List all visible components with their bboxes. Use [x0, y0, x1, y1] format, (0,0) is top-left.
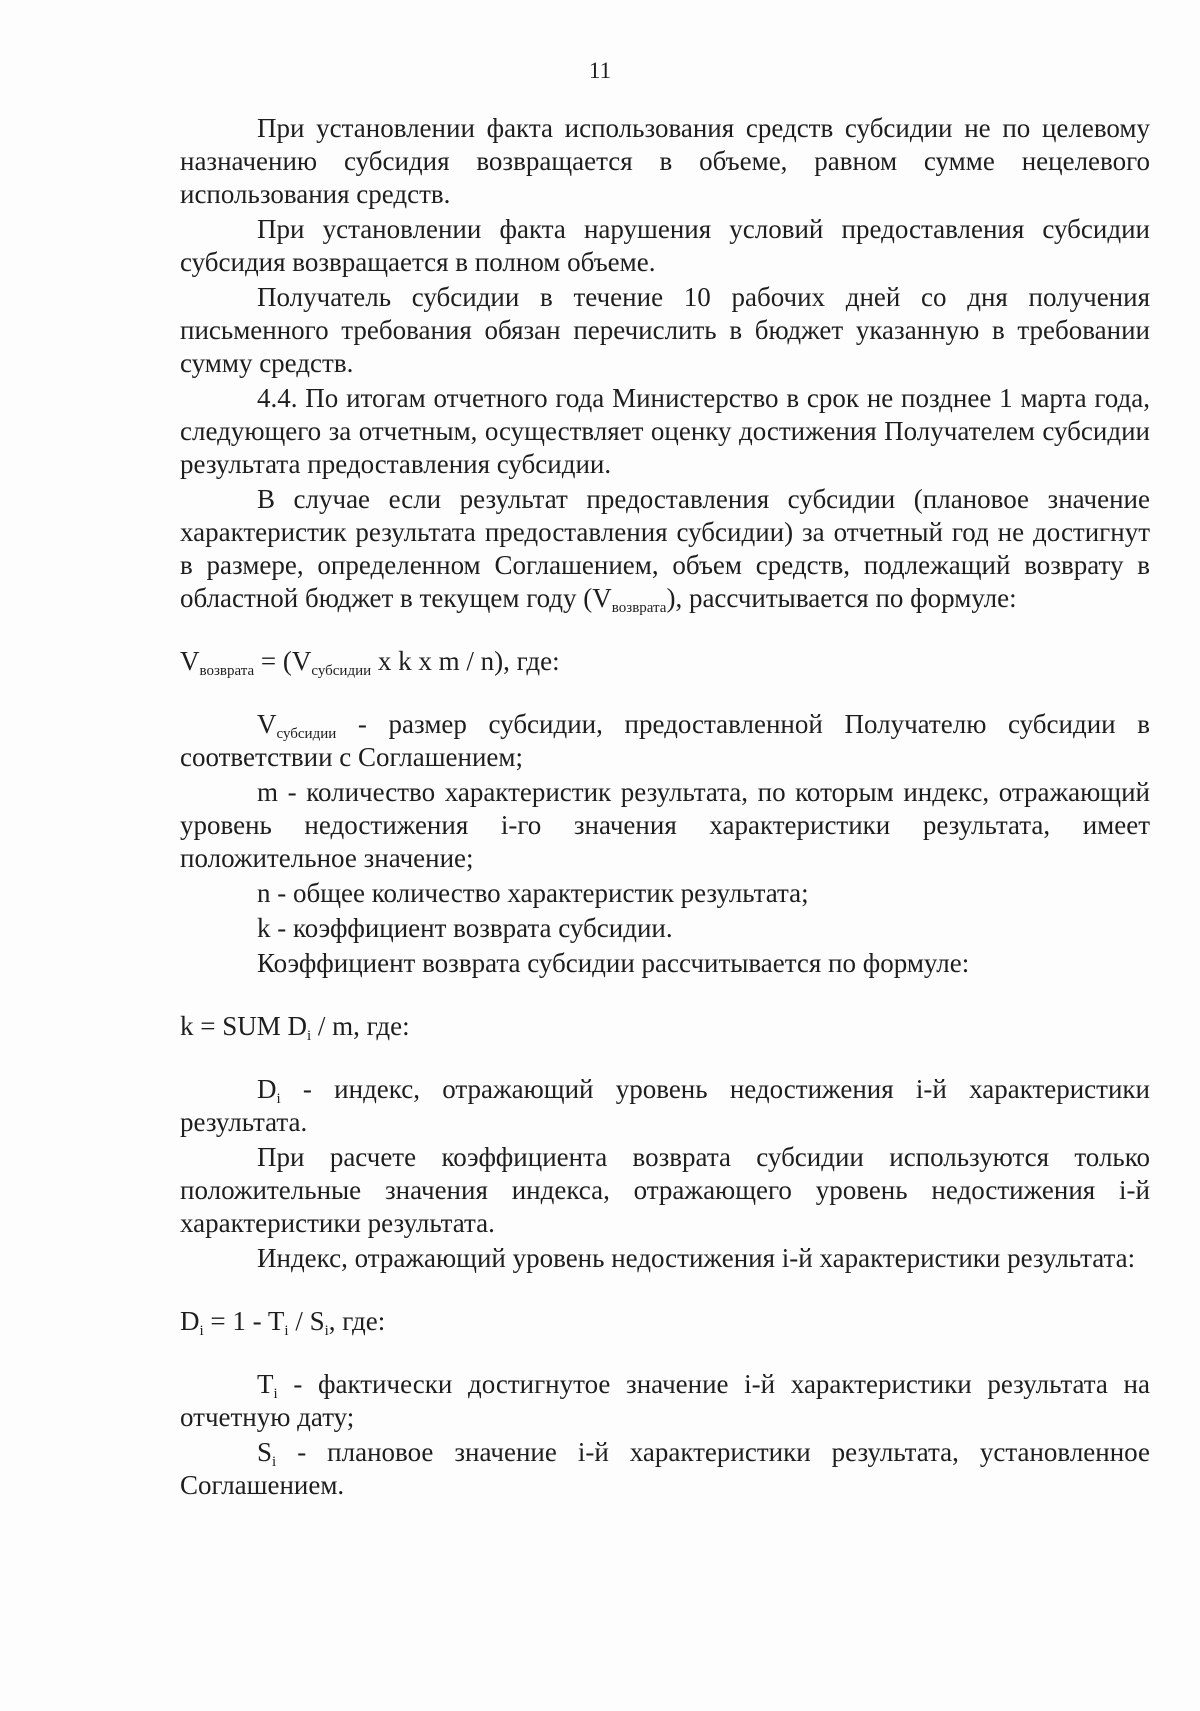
definition-k: k - коэффициент возврата субсидии. [257, 913, 673, 943]
formula-symbol: D [180, 1306, 200, 1336]
formula-v-refund [180, 645, 1150, 678]
formula-part: / m, где: [311, 1011, 410, 1041]
formula-part: x k x m / n), где: [371, 646, 560, 676]
subscript: i [284, 1323, 289, 1339]
paragraph-tail: ), рассчитывается по формуле: [666, 583, 1017, 613]
subscript: i [273, 1386, 278, 1402]
subscript: i [324, 1323, 329, 1339]
definition-text: - фактически достигнутое значение i-й характеристики результата на отчетную дату; [180, 1369, 1150, 1432]
formula-part: k = SUM D [180, 1011, 307, 1041]
formula-part: = (V [254, 646, 312, 676]
subscript: i [276, 1091, 281, 1107]
paragraph-index-intro: Индекс, отражающий уровень недостижения i-й характеристики результата: [257, 1243, 1136, 1273]
definition-text: - размер субсидии, предоставленной Получателю субсидии в соответствии с Соглашением; [180, 709, 1150, 772]
definition-n: n - общее количество характеристик результата; [257, 878, 809, 908]
subscript: i [199, 1323, 204, 1339]
formula-symbol: V [180, 646, 200, 676]
definition-t [180, 1368, 1150, 1434]
formula-symbol: T [257, 1369, 274, 1399]
paragraph-not-achieved [180, 483, 1150, 615]
definition-m: m - количество характеристик результата, по которым индекс, отражающий уровень недостижения i-го значения характеристики результата, имеет положительное значение; [180, 777, 1150, 873]
subscript: субсидии [276, 726, 337, 742]
paragraph-misuse: При установлении факта использования средств субсидии не по целевому назначению субсидия возвращается в объеме, равном сумме нецелевого использования средств. [180, 113, 1150, 209]
subscript: возврата [199, 663, 255, 679]
paragraph-positive-values: При расчете коэффициента возврата субсидии используются только положительные значения индекса, отражающего уровень недостижения i-й характеристики результата. [180, 1142, 1150, 1238]
formula-d [180, 1305, 1150, 1338]
paragraph-violation: При установлении факта нарушения условий предоставления субсидии субсидия возвращается в полном объеме. [180, 214, 1150, 277]
definition-v-subsidy [180, 708, 1150, 774]
paragraph-text: В случае если результат предоставления субсидии (плановое значение характеристик результата предоставления субсидии) за отчетный год не достигнут в размере, определенном Соглашением, объем средств, подлежащий возврату в областной бюджет в текущем году (V [180, 484, 1150, 613]
page-number: 11 [588, 58, 612, 83]
definition-d [180, 1073, 1150, 1139]
paragraph-k-formula-intro: Коэффициент возврата субсидии рассчитывается по формуле: [257, 948, 970, 978]
subscript: возврата [611, 600, 667, 616]
subscript: i [307, 1028, 312, 1044]
formula-symbol: D [257, 1074, 277, 1104]
formula-symbol: V [257, 709, 277, 739]
formula-part: / S [288, 1306, 325, 1336]
formula-part: = 1 - T [203, 1306, 285, 1336]
definition-text: - плановое значение i-й характеристики результата, установленное Соглашением. [180, 1437, 1150, 1500]
formula-k [180, 1010, 1150, 1043]
document-body [180, 112, 1150, 1504]
subscript: субсидии [311, 663, 372, 679]
formula-part: , где: [328, 1306, 386, 1336]
formula-symbol: S [257, 1437, 273, 1467]
paragraph-refund-term: Получатель субсидии в течение 10 рабочих дней со дня получения письменного требования обязан перечислить в бюджет указанную в требовании сумму средств. [180, 282, 1150, 378]
subscript: i [272, 1454, 277, 1470]
definition-text: - индекс, отражающий уровень недостижения i-й характеристики результата. [180, 1074, 1150, 1137]
paragraph-4-4: 4.4. По итогам отчетного года Министерство в срок не позднее 1 марта года, следующего за отчетным, осуществляет оценку достижения Получателем субсидии результата предоставления субсидии. [180, 383, 1150, 479]
definition-s [180, 1436, 1150, 1502]
